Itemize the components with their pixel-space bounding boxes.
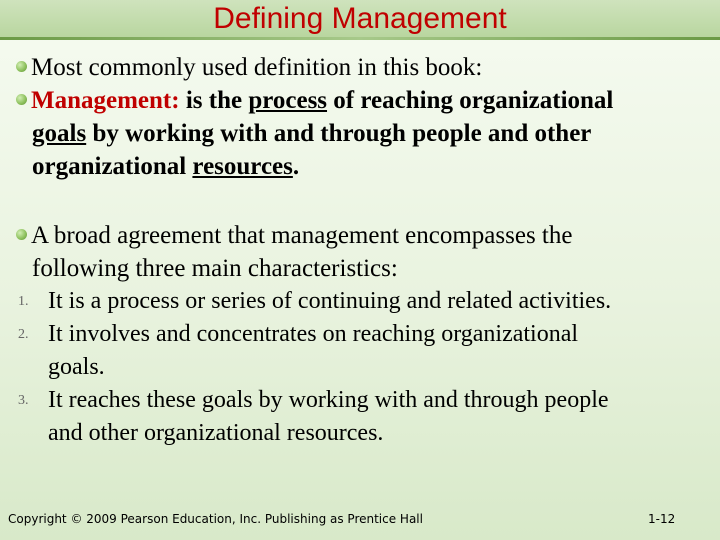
item-number: 2. <box>18 327 29 342</box>
characteristic-item-2: It involves and concentrates on reaching organizational <box>48 321 579 347</box>
definition-text: is the <box>179 87 249 114</box>
definition-text: by working with and through people and other <box>86 120 592 147</box>
item-number: 1. <box>18 294 29 309</box>
keyword-resources: resources <box>192 153 293 180</box>
bullet-icon <box>16 61 27 72</box>
definition-text: organizational <box>32 153 193 180</box>
copyright-footer: Copyright © 2009 Pearson Education, Inc. Publishing as Prentice Hall <box>8 512 423 526</box>
bullet-management-definition-line2 <box>32 117 591 150</box>
bullet-icon <box>16 229 27 240</box>
bullet-management-definition-line3 <box>32 150 299 183</box>
bullet-icon <box>16 94 27 105</box>
keyword-goals: goals <box>32 120 87 147</box>
slide-title: Defining Management <box>213 2 507 35</box>
characteristic-item-3: It reaches these goals by working with and through people <box>48 387 609 413</box>
item-number: 3. <box>18 393 29 408</box>
bullet-management-definition <box>16 84 613 117</box>
bullet-definition-intro <box>16 51 482 84</box>
bullet-text: Most commonly used definition in this book: <box>31 54 483 81</box>
keyword-process: process <box>248 87 328 114</box>
page-number: 1-12 <box>648 512 676 526</box>
bullet-text: A broad agreement that management encompasses the <box>31 222 573 249</box>
definition-text: . <box>292 153 300 180</box>
bullet-characteristics <box>16 219 572 252</box>
characteristic-item-2-line2: goals. <box>48 354 105 380</box>
term-management: Management: <box>31 87 180 114</box>
definition-text: of reaching organizational <box>327 87 614 114</box>
characteristic-item-1: It is a process or series of continuing and related activities. <box>48 288 612 314</box>
bullet-characteristics-line2: following three main characteristics: <box>32 255 398 282</box>
characteristic-item-3-line2: and other organizational resources. <box>48 420 384 446</box>
